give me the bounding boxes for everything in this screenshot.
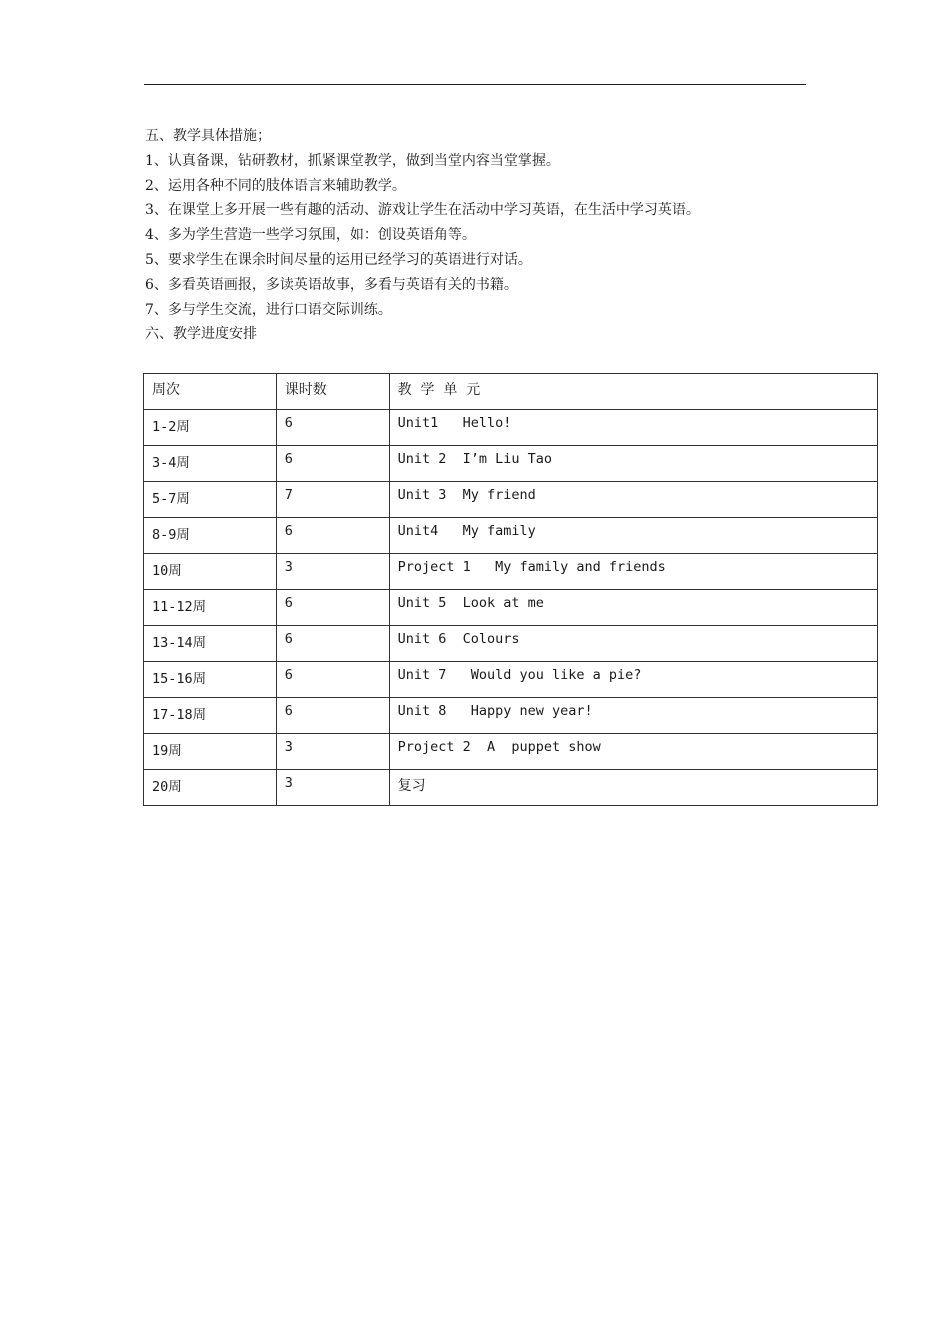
unit-cell: Unit 8 Happy new year! (389, 698, 877, 734)
week-cell: 20周 (144, 770, 277, 806)
unit-cell: Unit 7 Would you like a pie? (389, 662, 877, 698)
table-row (144, 482, 878, 518)
table-row (144, 626, 878, 662)
week-cell: 15-16周 (144, 662, 277, 698)
hours-cell: 3 (276, 734, 389, 770)
measure-item: 6、多看英语画报，多读英语故事，多看与英语有关的书籍。 (145, 276, 518, 293)
unit-cell: Unit 2 I’m Liu Tao (389, 446, 877, 482)
header-unit: 教 学 单 元 (389, 374, 877, 410)
hours-cell: 6 (276, 662, 389, 698)
week-cell: 8-9周 (144, 518, 277, 554)
header-week: 周次 (144, 374, 277, 410)
unit-cell: Unit1 Hello! (389, 410, 877, 446)
hours-cell: 6 (276, 698, 389, 734)
section-5-heading: 五、教学具体措施； (145, 128, 271, 144)
hours-cell: 6 (276, 410, 389, 446)
hours-cell: 6 (276, 446, 389, 482)
week-cell: 11-12周 (144, 590, 277, 626)
week-cell: 10周 (144, 554, 277, 590)
hours-cell: 7 (276, 482, 389, 518)
header-hours: 课时数 (276, 374, 389, 410)
table-row (144, 446, 878, 482)
table-row (144, 698, 878, 734)
hours-cell: 3 (276, 770, 389, 806)
table-row (144, 554, 878, 590)
hours-cell: 6 (276, 518, 389, 554)
week-cell: 1-2周 (144, 410, 277, 446)
hours-cell: 6 (276, 590, 389, 626)
table-row (144, 410, 878, 446)
table-row (144, 734, 878, 770)
week-cell: 5-7周 (144, 482, 277, 518)
week-cell: 19周 (144, 734, 277, 770)
header-rule (144, 84, 806, 85)
table-row (144, 518, 878, 554)
unit-cell: Unit4 My family (389, 518, 877, 554)
table-row (144, 770, 878, 806)
unit-cell: Unit 6 Colours (389, 626, 877, 662)
unit-cell: Project 2 A puppet show (389, 734, 877, 770)
unit-cell: 复习 (389, 770, 877, 806)
measure-item: 3、在课堂上多开展一些有趣的活动、游戏让学生在活动中学习英语，在生活中学习英语。 (145, 202, 700, 219)
table-header-row (144, 374, 878, 410)
measure-item: 2、运用各种不同的肢体语言来辅助教学。 (145, 177, 406, 194)
week-cell: 17-18周 (144, 698, 277, 734)
measure-item: 1、认真备课，钻研教材，抓紧课堂教学，做到当堂内容当堂掌握。 (145, 152, 560, 169)
hours-cell: 6 (276, 626, 389, 662)
week-cell: 3-4周 (144, 446, 277, 482)
section-6-heading: 六、教学进度安排 (145, 326, 257, 343)
unit-cell: Unit 5 Look at me (389, 590, 877, 626)
table-row (144, 590, 878, 626)
unit-cell: Unit 3 My friend (389, 482, 877, 518)
body-text (145, 124, 845, 347)
measure-item: 5、要求学生在课余时间尽量的运用已经学习的英语进行对话。 (145, 251, 532, 268)
hours-cell: 3 (276, 554, 389, 590)
measure-item: 4、多为学生营造一些学习氛围，如：创设英语角等。 (145, 227, 476, 244)
week-cell: 13-14周 (144, 626, 277, 662)
schedule-table (143, 373, 878, 806)
measure-item: 7、多与学生交流，进行口语交际训练。 (145, 301, 392, 318)
table-row (144, 662, 878, 698)
unit-cell: Project 1 My family and friends (389, 554, 877, 590)
